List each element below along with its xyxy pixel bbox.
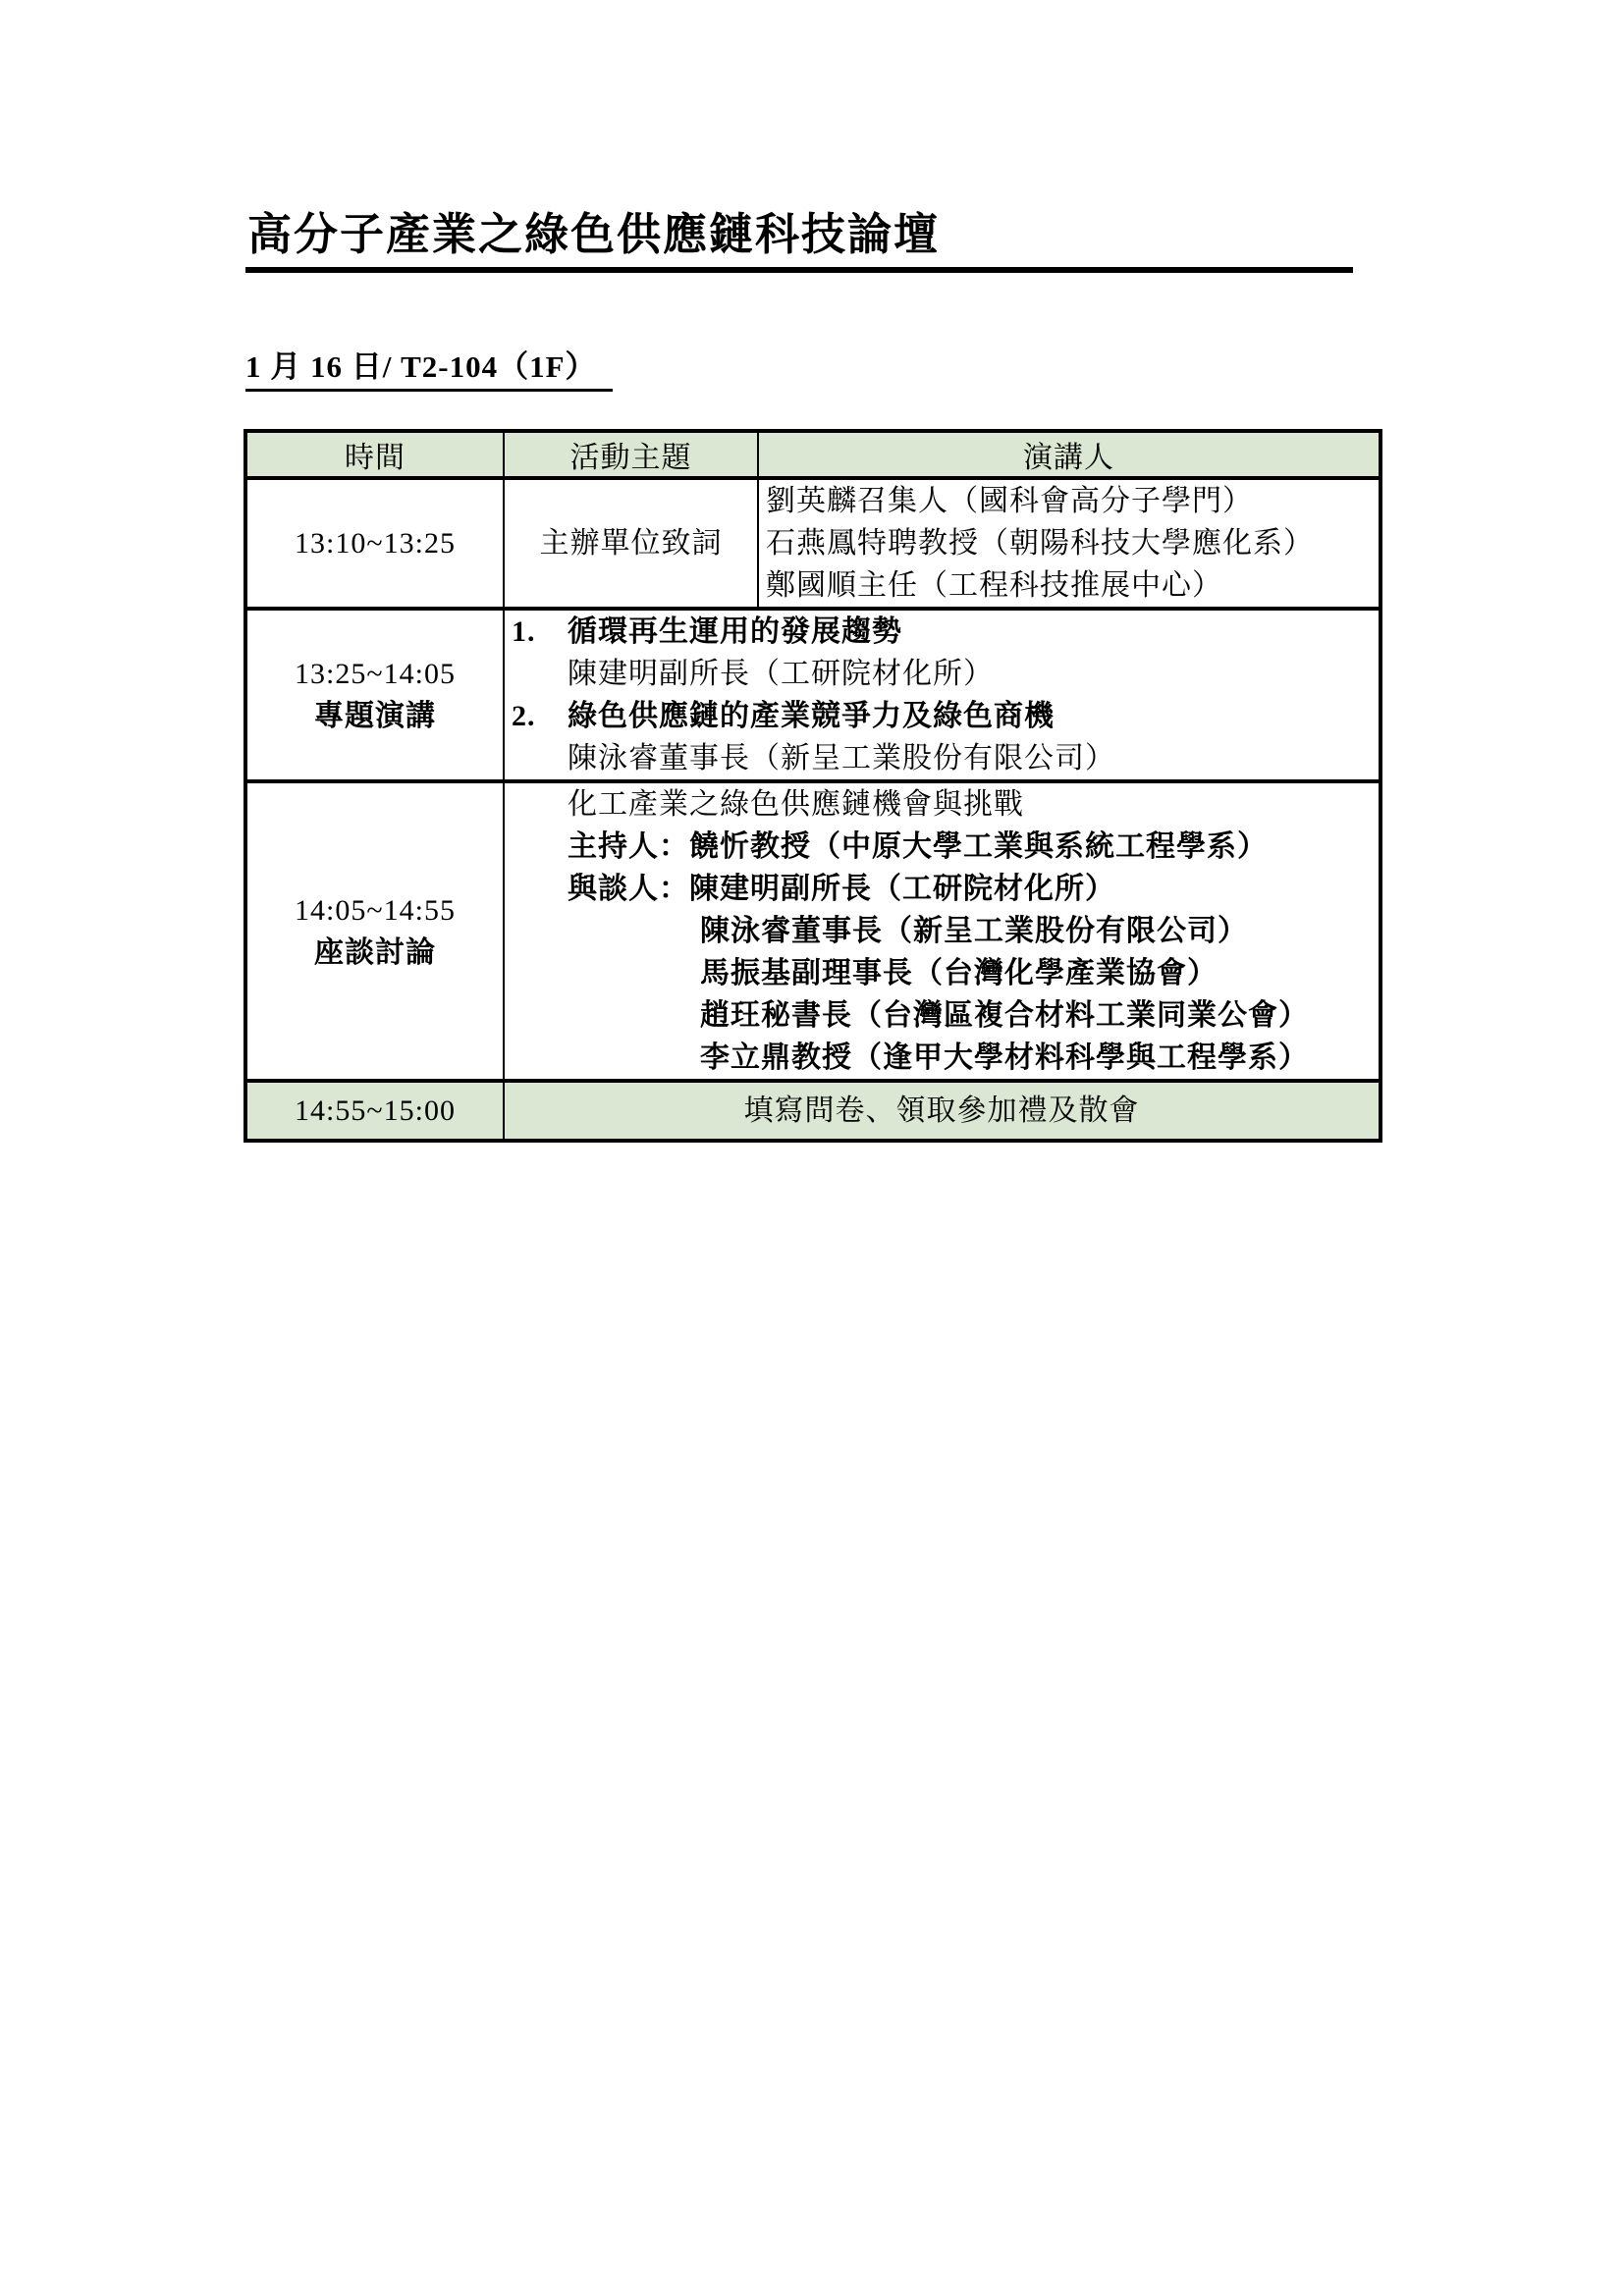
moderator-name: 饒忻教授（中原大學工業與系統工程學系） (689, 830, 1268, 863)
panelist-line: 趙玨秘書長（台灣區複合材料工業同業公會） (700, 999, 1309, 1032)
item-speaker: 陳泳睿董事長（新呈工業股份有限公司） (568, 742, 1115, 774)
table-row-closing (245, 1081, 1380, 1141)
keynote-cell (504, 609, 1380, 781)
time-cell (245, 478, 504, 609)
time-range: 14:05~14:55 (295, 893, 456, 927)
item-number: 1. (512, 615, 536, 648)
time-cell (245, 1081, 504, 1141)
panel-topic: 化工產業之綠色供應鏈機會與挑戰 (568, 788, 1024, 821)
item-title: 綠色供應鏈的產業競爭力及綠色商機 (568, 700, 1055, 732)
agenda-table (244, 429, 1382, 1143)
item-title: 循環再生運用的發展趨勢 (568, 615, 902, 648)
time-cell (245, 609, 504, 781)
item-speaker: 陳建明副所長（工研院材化所） (568, 658, 994, 690)
topic-cell (504, 478, 758, 609)
panelist-line (568, 868, 1379, 910)
col-header-time: 時間 (245, 431, 504, 478)
closing-text: 填寫問卷、領取參加禮及散會 (743, 1095, 1140, 1127)
header-row (245, 431, 1380, 478)
speaker-line: 鄭國順主任（工程科技推展中心） (766, 569, 1222, 602)
col-header-speaker: 演講人 (758, 431, 1380, 478)
panelist-line: 李立鼎教授（逢甲大學材料科學與工程學系） (700, 1041, 1309, 1074)
moderator-line (568, 826, 1379, 868)
session-heading: 1 月 16 日/ T2-104（1F） (245, 342, 613, 392)
title-underline (245, 267, 1353, 273)
time-range: 13:25~14:05 (295, 658, 456, 690)
speaker-line: 石燕鳳特聘教授（朝陽科技大學應化系） (766, 527, 1314, 560)
speaker-line: 劉英麟召集人（國科會高分子學門） (766, 485, 1253, 517)
time-range: 14:55~15:00 (295, 1095, 456, 1127)
panelist-name: 陳建明副所長（工研院材化所） (689, 873, 1115, 905)
time-cell (245, 781, 504, 1081)
panel-cell (504, 781, 1380, 1081)
time-label: 座談討論 (314, 935, 436, 969)
table-row-panel (245, 781, 1380, 1081)
table-row-opening (245, 478, 1380, 609)
time-range: 13:10~13:25 (295, 527, 456, 560)
table-row-keynote (245, 609, 1380, 781)
panelist-line: 馬振基副理事長（台灣化學產業協會） (700, 957, 1218, 989)
item-number: 2. (512, 700, 536, 732)
agenda-item (512, 695, 1379, 737)
moderator-label: 主持人： (568, 830, 689, 863)
speakers-cell (758, 478, 1380, 609)
col-header-topic: 活動主題 (504, 431, 758, 478)
topic-text: 主辦單位致詞 (539, 527, 723, 560)
panelist-line: 陳泳睿董事長（新呈工業股份有限公司） (700, 915, 1248, 947)
page-title: 高分子產業之綠色供應鏈科技論壇 (247, 210, 941, 259)
agenda-item (512, 611, 1379, 653)
closing-cell (504, 1081, 1380, 1141)
panelist-label: 與談人： (568, 873, 689, 905)
time-label: 專題演講 (314, 700, 436, 732)
